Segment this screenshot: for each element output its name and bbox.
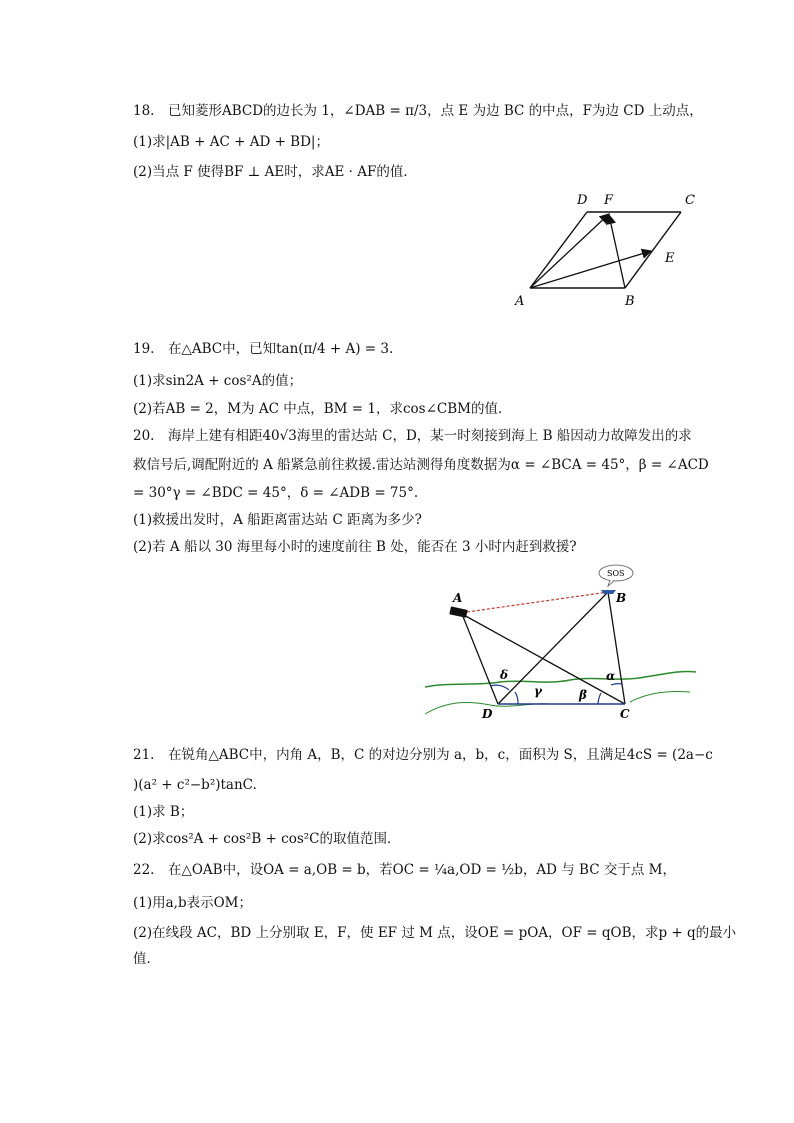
label-alpha: α	[606, 669, 616, 683]
q20-part2: (2)若 A 船以 30 海里每小时的速度前往 B 处，能否在 3 小时内赶到救援?	[133, 539, 577, 555]
q21-line1: 21. 在锐角△ABC中，内角 A，B，C 的对边分别为 a，b，c，面积为 S，且满足4cS = (2a−c	[133, 747, 713, 763]
q19-part1: (1)求sin2A + cos²A的值；	[133, 373, 303, 389]
q18-part1: (1)求|AB + AC + AD + BD|；	[133, 134, 329, 150]
triangle-lines	[462, 592, 625, 704]
ship-B-icon	[601, 590, 616, 594]
label-E: E	[665, 251, 675, 266]
q21-line2: )(a² + c²−b²)tanC.	[133, 777, 257, 793]
q18-rhombus-figure	[505, 188, 705, 313]
line-AB	[467, 592, 608, 612]
label-A: A	[453, 591, 463, 605]
q22-title: 22. 在△OAB中，设OA = a,OB = b，若OC = ¼a,OD = ½b，AD 与 BC 交于点 M，	[133, 862, 676, 878]
q21-part1: (1)求 B；	[133, 804, 194, 820]
q18-title: 18. 已知菱形ABCD的边长为 1，∠DAB = π/3，点 E 为边 BC 的中点，F为边 CD 上动点，	[133, 103, 703, 119]
q21-part2: (2)求cos²A + cos²B + cos²C的取值范围．	[133, 831, 401, 847]
q20-line3: = 30°γ = ∠BDC = 45°，δ = ∠ADB = 75°.	[133, 485, 419, 501]
q18-part2: (2)当点 F 使得BF ⊥ AE时，求AE · AF的值．	[133, 164, 417, 180]
q20-part1: (1)救援出发时，A 船距离雷达站 C 距离为多少?	[133, 512, 422, 528]
coastline-right	[630, 691, 690, 702]
rhombus-edges	[530, 212, 681, 288]
q20-line2: 救信号后,调配附近的 A 船紧急前往救援.雷达站测得角度数据为α = ∠BCA = 45°，β = ∠ACD	[133, 457, 709, 473]
q19-part2: (2)若AB = 2，M为 AC 中点，BM = 1，求cos∠CBM的值．	[133, 401, 512, 417]
label-F: F	[604, 193, 614, 208]
ship-A-icon	[449, 606, 467, 617]
label-C: C	[620, 707, 630, 721]
label-A: A	[515, 294, 525, 309]
q20-radar-figure	[420, 562, 700, 724]
label-B: B	[616, 591, 627, 605]
label-B: B	[625, 294, 635, 309]
angle-arcs	[490, 684, 622, 704]
label-gamma: γ	[534, 684, 542, 698]
label-delta: δ	[500, 668, 509, 682]
label-beta: β	[579, 688, 587, 702]
label-D: D	[577, 193, 588, 208]
q20-line1: 20. 海岸上建有相距40√3海里的雷达站 C，D，某一时刻接到海上 B 船因动力故障发出的求	[133, 428, 692, 444]
q22-part2-cont: 值．	[133, 951, 160, 967]
sos-label: SOS	[607, 569, 625, 578]
q22-part1: (1)用a,b表示OM；	[133, 895, 252, 911]
coastline	[425, 671, 696, 687]
label-C: C	[685, 193, 695, 208]
q22-part2: (2)在线段 AC，BD 上分别取 E，F，使 EF 过 M 点，设OE = pOA，OF = qOB，求p + q的最小	[133, 925, 737, 941]
label-D: D	[482, 707, 493, 721]
q19-title: 19. 在△ABC中，已知tan(π/4 + A) = 3.	[133, 341, 394, 357]
